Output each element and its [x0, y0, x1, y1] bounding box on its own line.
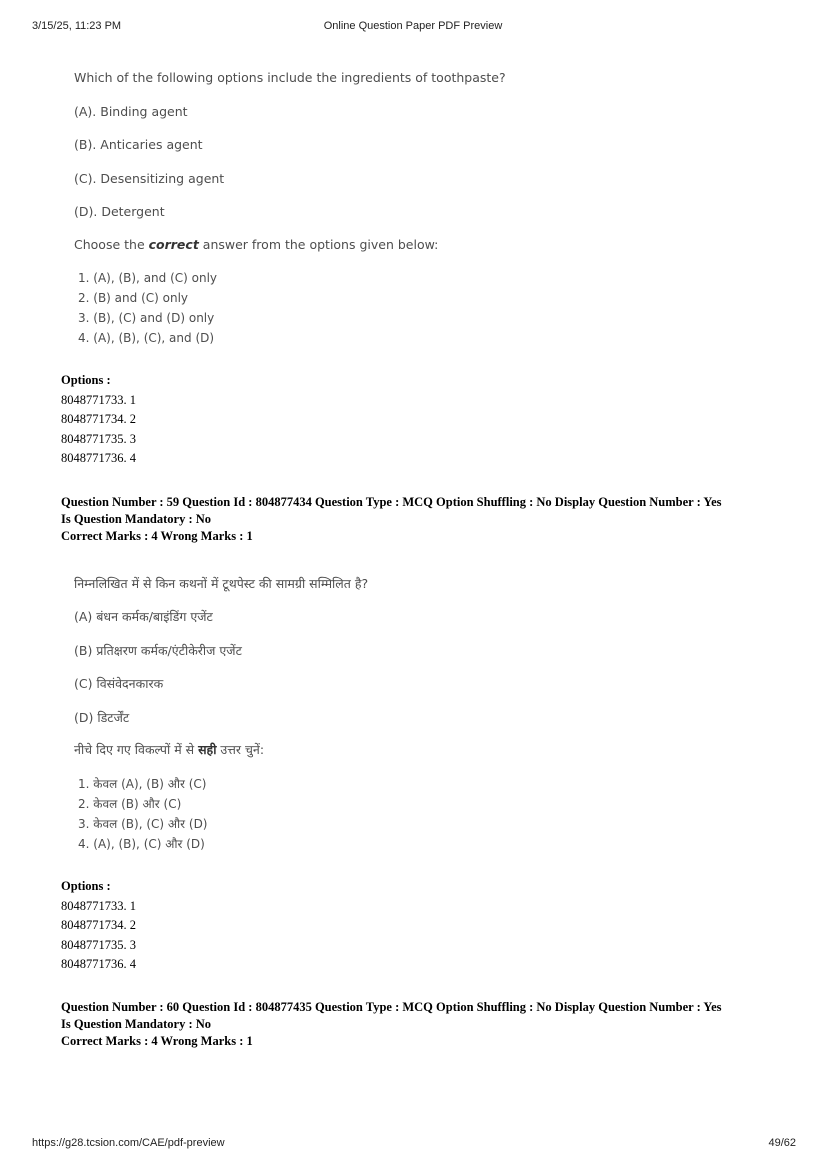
option-row: 8048771735. 3 [61, 937, 136, 952]
page-number: 49/62 [768, 1137, 796, 1149]
document-title: Online Question Paper PDF Preview [323, 20, 503, 32]
option-row: 8048771734. 2 [61, 918, 136, 932]
instruction-pre: Choose the [74, 237, 149, 252]
question-meta-60 [61, 999, 781, 1050]
instruction [74, 741, 264, 758]
option-row: 8048771736. 4 [61, 957, 136, 971]
marks-line: Correct Marks : 4 Wrong Marks : 1 [61, 1034, 253, 1048]
question-info-line: Question Number : 59 Question Id : 804877434 Question Type : MCQ Option Shuffling : No Display Question Number : Yes [61, 495, 722, 509]
instruction-post: उत्तर चुनें: [216, 742, 265, 757]
instruction-bold: सही [198, 742, 217, 757]
statement-d: (D) डिटर्जेंट [74, 710, 130, 725]
options-label: Options : [61, 373, 111, 387]
choice-3: 3. केवल (B), (C) और (D) [78, 817, 208, 831]
instruction [74, 237, 438, 252]
question-info-line: Question Number : 60 Question Id : 804877435 Question Type : MCQ Option Shuffling : No Display Question Number : Yes [61, 1000, 722, 1014]
statement-c: (C). Desensitizing agent [74, 171, 225, 186]
option-row: 8048771735. 3 [61, 431, 136, 446]
choice-4: 4. (A), (B), (C) और (D) [78, 837, 205, 851]
option-row: 8048771736. 4 [61, 451, 136, 465]
instruction-pre: नीचे दिए गए विकल्पों में से [74, 742, 199, 757]
page-url: https://g28.tcsion.com/CAE/pdf-preview [32, 1137, 225, 1149]
question-stem: Which of the following options include the ingredients of toothpaste? [74, 70, 506, 85]
question-meta-59 [61, 494, 781, 545]
mandatory-line: Is Question Mandatory : No [61, 512, 212, 526]
option-row: 8048771733. 1 [61, 898, 136, 913]
mandatory-line: Is Question Mandatory : No [61, 1017, 212, 1031]
statement-b: (B) प्रतिक्षरण कर्मक/एंटीकेरीज एजेंट [74, 643, 242, 658]
choice-1: 1. (A), (B), and (C) only [78, 271, 218, 285]
statement-a: (A) बंधन कर्मक/बाइंडिंग एजेंट [74, 609, 213, 624]
choice-2: 2. (B) and (C) only [78, 291, 189, 305]
choice-4: 4. (A), (B), (C), and (D) [78, 331, 215, 345]
options-label: Options : [61, 879, 111, 893]
choice-2: 2. केवल (B) और (C) [78, 797, 182, 811]
statement-b: (B). Anticaries agent [74, 137, 203, 152]
statement-c: (C) विसंवेदनकारक [74, 676, 164, 691]
option-row: 8048771734. 2 [61, 412, 136, 426]
choice-3: 3. (B), (C) and (D) only [78, 311, 215, 325]
choice-1: 1. केवल (A), (B) और (C) [78, 777, 207, 791]
print-datetime: 3/15/25, 11:23 PM [32, 20, 122, 32]
instruction-bold: correct [148, 237, 199, 252]
marks-line: Correct Marks : 4 Wrong Marks : 1 [61, 529, 253, 543]
options-block [61, 371, 136, 469]
option-row: 8048771733. 1 [61, 392, 136, 407]
statement-d: (D). Detergent [74, 204, 165, 219]
instruction-post: answer from the options given below: [198, 237, 439, 252]
question-stem: निम्नलिखित में से किन कथनों में टूथपेस्ट की सामग्री सम्मिलित है? [74, 576, 369, 591]
statement-a: (A). Binding agent [74, 104, 188, 119]
options-block [61, 877, 136, 975]
